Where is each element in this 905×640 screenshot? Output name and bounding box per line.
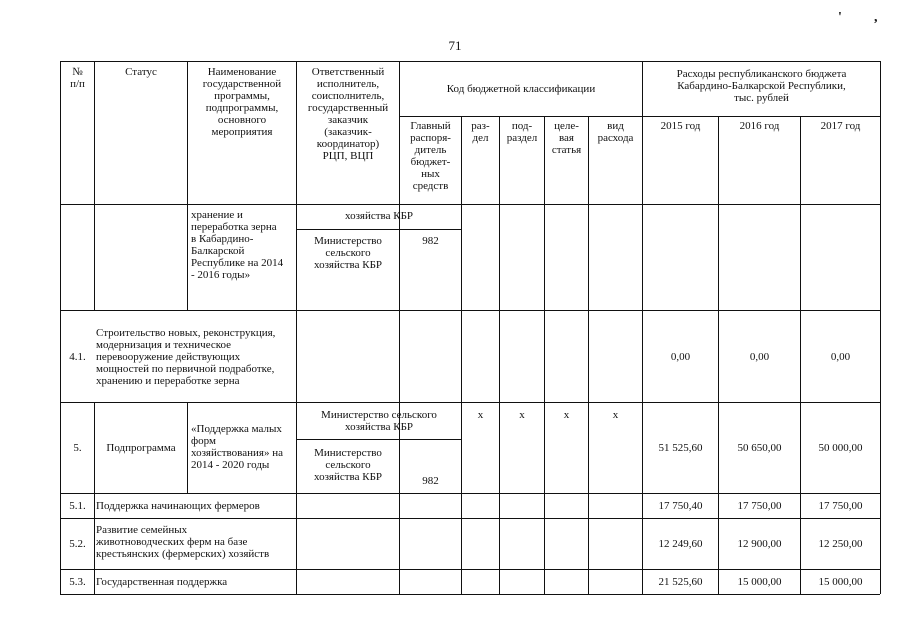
header-vid: вид расхода [597, 120, 634, 144]
header-year-2017: 2017 год [820, 120, 861, 132]
row-5-3-name: Государственная поддержка [96, 576, 228, 588]
row-5-2-2016: 12 900,00 [737, 538, 782, 550]
row-4-1-2015: 0,00 [670, 350, 691, 363]
header-status: Статус [125, 66, 157, 78]
header-podrazdel: под- раздел [506, 120, 538, 144]
row-5-1-2015: 17 750,40 [658, 500, 703, 512]
row-4-1-name: Строительство новых, реконструкция, модернизация и техническое перевооружение действующих мощностей по первичной подработке, хранению и переработке зерна [96, 327, 276, 387]
header-grbs: Главный распоря- дитель бюджет- ных средств [410, 120, 451, 192]
cont-exec-tail: хозяйства КБР [344, 210, 413, 222]
row-5-2-name: Развитие семейных животноводческих ферм на базе крестьянских (фермерских) хозяйств [96, 524, 270, 560]
row-5-3-num: 5.3. [69, 576, 86, 588]
row-5-2017: 50 000,00 [818, 442, 863, 454]
header-razdel: раз- дел [471, 120, 490, 144]
row-5-1-num: 5.1. [69, 500, 86, 512]
cont-name: хранение и переработка зерна в Кабардино- Балкарской Республике на 2014 - 2016 годы» [191, 209, 284, 281]
cont-exec: Министерство сельского хозяйства КБР [313, 235, 382, 271]
header-name: Наименование государственной программы, подпрограммы, основного мероприятия [202, 66, 282, 138]
row-5-3-2015: 21 525,60 [658, 576, 703, 588]
row-5-2-num: 5.2. [69, 538, 86, 550]
header-executor: Ответственный исполнитель, соисполнитель, государственный заказчик (заказчик- координатор) РЦП, ВЦП [307, 66, 389, 162]
row-5-1-2017: 17 750,00 [818, 500, 863, 512]
row-5-status: Подпрограмма [106, 442, 176, 454]
row-5-3-2016: 15 000,00 [737, 576, 782, 588]
row-5-num: 5. [73, 442, 82, 454]
row-5-2-2017: 12 250,00 [818, 538, 863, 550]
row-4-1-2017: 0,00 [830, 350, 851, 363]
row-5-exec2: Министерство сельского хозяйства КБР [313, 447, 382, 483]
header-expenses: Расходы республиканского бюджета Кабардино-Балкарской Республики, тыс. рублей [676, 68, 847, 104]
cont-grbs: 982 [422, 235, 439, 247]
header-year-2016: 2016 год [739, 120, 780, 132]
header-num: № п/п [70, 66, 85, 90]
header-budget-code: Код бюджетной классификации [446, 83, 596, 95]
row-5-x-vid: x [612, 409, 619, 421]
scan-mark: ' [838, 10, 842, 25]
row-5-2-2015: 12 249,60 [658, 538, 703, 550]
row-5-name: «Поддержка малых форм хозяйствования» на 2014 - 2020 годы [191, 423, 283, 471]
row-5-exec1: Министерство сельского хозяйства КБР [321, 409, 437, 433]
row-4-1-2016: 0,00 [749, 350, 770, 363]
row-5-3-2017: 15 000,00 [818, 576, 863, 588]
row-5-2015: 51 525,60 [658, 442, 703, 454]
row-5-x-podrazdel: x [519, 409, 525, 421]
row-5-2016: 50 650,00 [737, 442, 782, 454]
header-year-2015: 2015 год [660, 120, 701, 132]
row-5-1-2016: 17 750,00 [737, 500, 782, 512]
scan-mark: , [874, 10, 878, 25]
row-5-x-razdel: x [477, 409, 484, 421]
row-5-1-name: Поддержка начинающих фермеров [96, 500, 260, 512]
row-5-grbs: 982 [422, 475, 439, 487]
row-5-x-target: x [563, 409, 570, 421]
page-number: 71 [448, 38, 462, 53]
row-4-1-num: 4.1. [69, 350, 86, 363]
header-target: целе- вая статья [551, 120, 582, 156]
